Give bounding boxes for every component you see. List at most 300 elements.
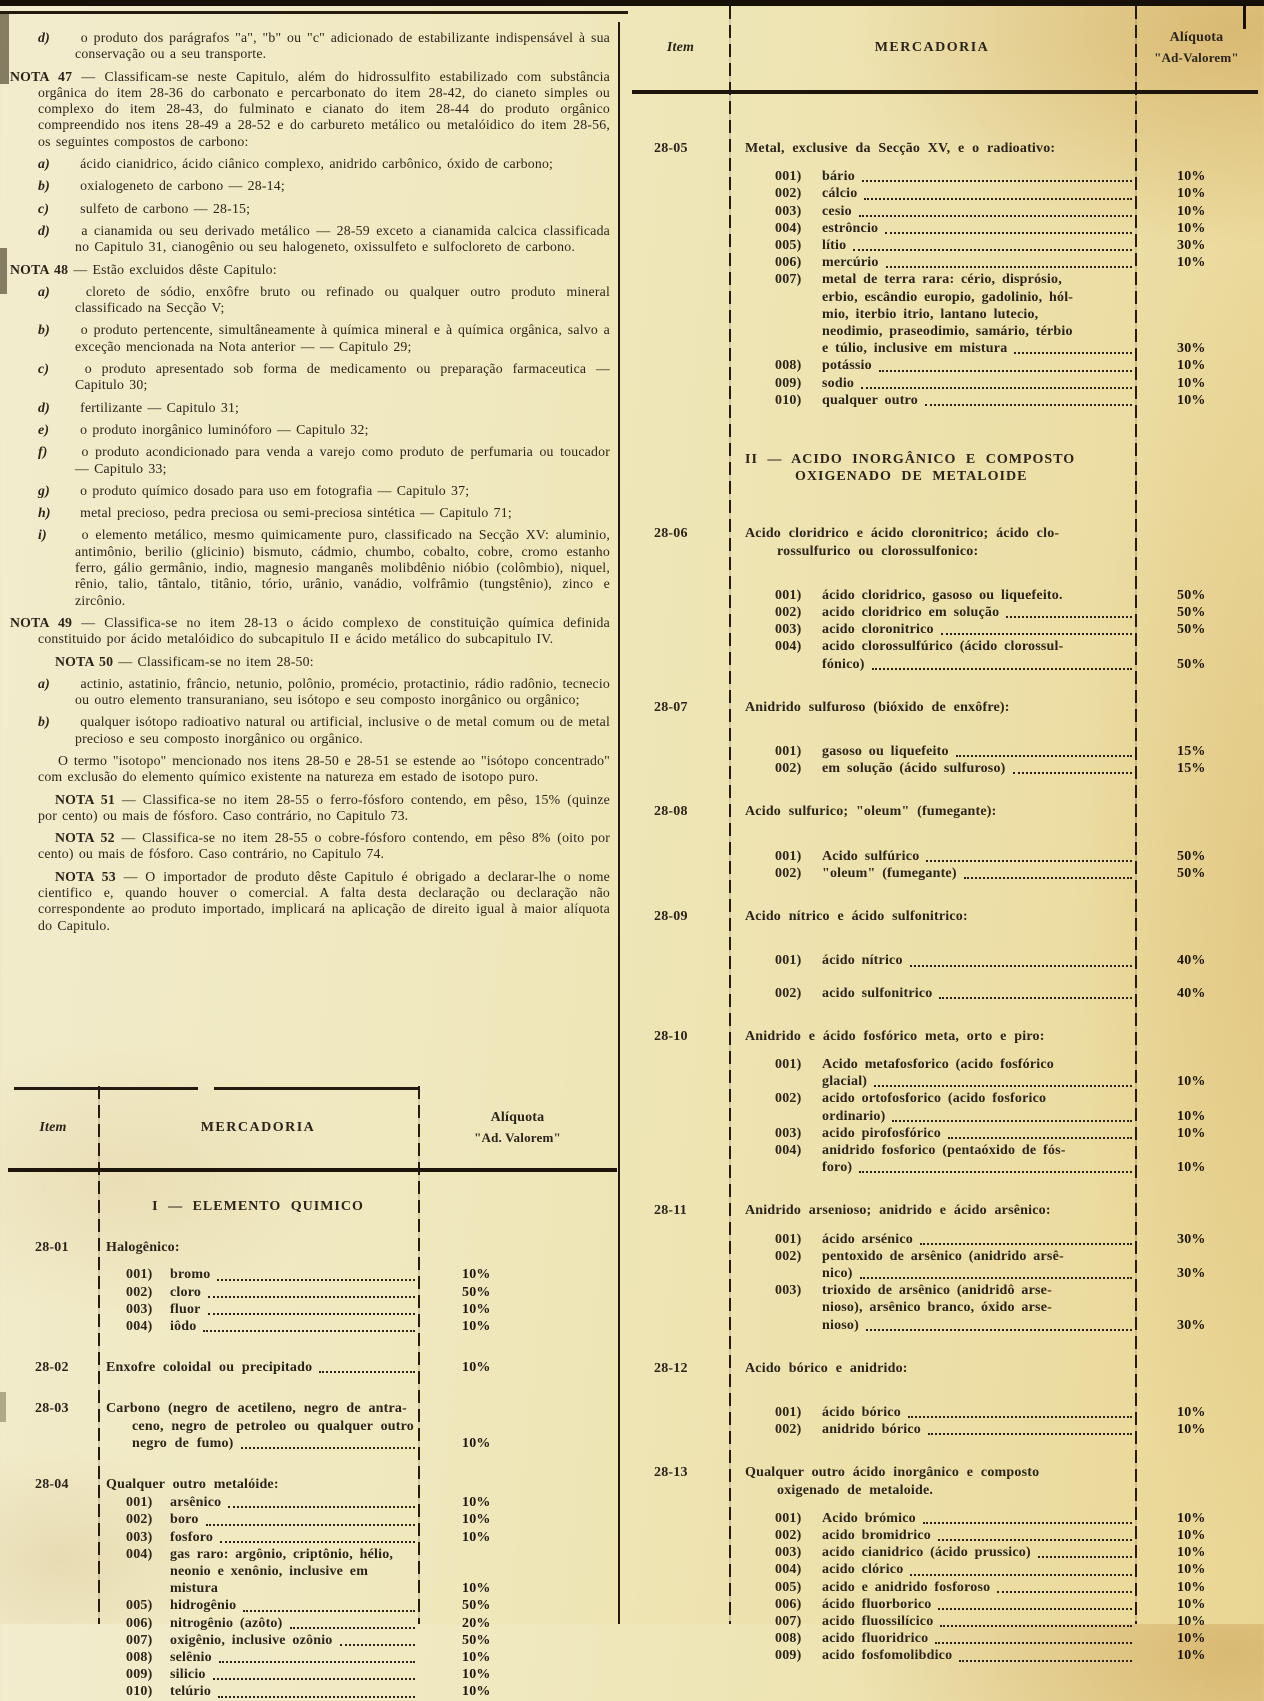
sub-item-line	[729, 168, 1135, 185]
sub-item-line	[98, 1666, 418, 1683]
sub-item-lines	[98, 1511, 418, 1528]
sub-item-text: cálcio	[822, 186, 858, 202]
dot-leader	[208, 1313, 415, 1315]
rate-value: 50%	[462, 1632, 491, 1648]
rate-value: 50%	[462, 1284, 491, 1300]
description-text: Anidrido e ácido fosfórico meta, orto e piro:	[745, 1028, 1045, 1044]
sub-item-text: acido fosfomolibdico	[822, 1648, 953, 1664]
right-tariff-table	[632, 6, 1258, 1664]
dot-leader	[938, 1608, 1132, 1610]
table-block	[8, 1359, 617, 1376]
dot-leader	[861, 387, 1132, 389]
sub-item-number: 003)	[126, 1301, 153, 1317]
sub-item-row	[632, 203, 1258, 220]
dot-leader	[925, 404, 1132, 406]
sub-item-lines	[729, 604, 1135, 621]
sub-item-lines	[98, 1494, 418, 1511]
dot-leader	[1038, 1556, 1132, 1558]
rate-value: 40%	[1177, 985, 1206, 1001]
rate-value: 10%	[1177, 1422, 1206, 1438]
sub-item-line	[729, 1404, 1135, 1421]
rate-value: 10%	[462, 1435, 491, 1451]
sub-item-description	[729, 1613, 1135, 1630]
rate-value: 10%	[1177, 392, 1206, 408]
rate-value: 50%	[1177, 865, 1206, 881]
sub-item-description	[98, 1301, 418, 1318]
sub-item-description	[729, 254, 1135, 271]
dot-leader	[892, 1120, 1132, 1122]
sub-item-rows	[632, 1056, 1258, 1176]
sub-item-row	[632, 1579, 1258, 1596]
sub-item-line	[729, 1510, 1135, 1527]
dot-leader	[1006, 616, 1132, 618]
item-description	[729, 1202, 1135, 1219]
sub-item-line	[98, 1529, 418, 1546]
sub-item-line	[729, 1647, 1135, 1664]
sub-item-number: 007)	[775, 272, 802, 288]
sub-item-text: anidrido bórico	[822, 1422, 921, 1438]
sub-item-number: 001)	[775, 587, 802, 603]
dot-leader	[340, 1644, 416, 1646]
sub-item-lines	[729, 985, 1135, 1002]
dot-leader	[864, 198, 1132, 200]
item-description	[98, 1239, 418, 1256]
note-label: i)	[38, 527, 47, 543]
sub-item-description	[729, 1231, 1135, 1248]
column-header-aliquota	[418, 1108, 617, 1148]
sub-item-lines	[729, 638, 1135, 672]
sub-item-description	[729, 237, 1135, 254]
rate-value: 10%	[1177, 1404, 1206, 1420]
sub-item-description	[729, 1142, 1135, 1176]
sub-item-lines	[729, 1647, 1135, 1664]
sub-item-lines	[729, 220, 1135, 237]
sub-item-row	[632, 1527, 1258, 1544]
note-label: NOTA 51	[55, 791, 115, 807]
sub-item-number: 002)	[775, 985, 802, 1001]
description-line	[729, 908, 1135, 925]
sub-item-line	[729, 848, 1135, 865]
sub-item-number: 002)	[775, 761, 802, 777]
dot-leader	[935, 1642, 1132, 1644]
sub-item-lines	[98, 1284, 418, 1301]
dot-leader	[928, 1433, 1132, 1435]
item-head-row	[8, 1359, 617, 1376]
sub-item-line	[729, 952, 1135, 969]
sub-item-text: acido cianidrico (ácido prussico)	[822, 1545, 1031, 1561]
sub-item-lines	[98, 1546, 418, 1598]
sub-item-lines	[98, 1649, 418, 1666]
column-divider-rule	[618, 22, 620, 1624]
description-line	[729, 803, 1135, 820]
sub-item-text: metal de terra rara: cério, disprósio,	[822, 272, 1062, 288]
note-label: d)	[38, 222, 50, 238]
sub-item-number: 005)	[126, 1598, 153, 1614]
sub-item-lines	[729, 392, 1135, 409]
rate-value: 15%	[1177, 744, 1206, 760]
sub-item-description	[729, 1056, 1135, 1090]
rate-value: 10%	[462, 1360, 491, 1376]
sub-item-row	[8, 1649, 617, 1666]
item-head-lines	[729, 1360, 1135, 1377]
sub-item-lines	[729, 1142, 1135, 1176]
sub-item-lines	[729, 168, 1135, 185]
dot-leader	[923, 1522, 1132, 1524]
note-paragraph: a) ácido cianidrico, ácido ciânico complexo, anidrido carbônico, óxido de carbono;	[38, 156, 554, 172]
sub-item-line	[729, 638, 1135, 655]
right-table-header	[632, 6, 1258, 94]
sub-item-lines	[729, 375, 1135, 392]
item-description	[729, 140, 1135, 157]
sub-item-lines	[729, 587, 1135, 604]
rate-value: 10%	[462, 1301, 491, 1317]
sub-item-line	[729, 656, 1135, 673]
description-line	[98, 1476, 418, 1493]
sub-item-description	[98, 1318, 418, 1335]
sub-item-number: 003)	[775, 1545, 802, 1561]
item-head-lines	[729, 140, 1135, 157]
note-label: NOTA 48	[10, 261, 69, 277]
sub-item-text: Acido brómico	[822, 1510, 916, 1526]
sub-item-line	[729, 289, 1135, 306]
item-code: 28-13	[654, 1465, 688, 1481]
item-code: 28-11	[654, 1203, 687, 1219]
sub-item-text: fosforo	[170, 1529, 214, 1545]
sub-item-description	[729, 1544, 1135, 1561]
item-code: 28-09	[654, 909, 688, 925]
sub-item-text: nioso)	[822, 1317, 859, 1333]
sub-item-rows	[8, 1494, 617, 1700]
sub-item-number: 002)	[775, 1527, 802, 1543]
item-head-lines	[98, 1239, 418, 1256]
item-head-row	[632, 1028, 1258, 1045]
description-text: negro de fumo)	[132, 1435, 234, 1451]
note-paragraph: a) cloreto de sódio, enxôfre bruto ou refinado ou qualquer outro produto mineral classificado na Secção V;	[38, 283, 610, 316]
dot-leader	[941, 633, 1132, 635]
sub-item-text: ácido arsénico	[822, 1231, 913, 1247]
item-code: 28-10	[654, 1028, 688, 1044]
sub-item-row	[632, 848, 1258, 865]
sub-item-line	[729, 254, 1135, 271]
sub-item-number: 010)	[126, 1684, 153, 1700]
sub-item-text: oxigênio, inclusive ozônio	[170, 1632, 333, 1648]
sub-item-description	[98, 1266, 418, 1283]
dot-leader	[859, 1171, 1132, 1173]
dot-leader	[217, 1279, 415, 1281]
sub-item-row	[8, 1683, 617, 1700]
note-paragraph: e) o produto inorgânico luminóforo — Capitulo 32;	[38, 421, 369, 437]
sub-item-number: 001)	[775, 169, 802, 185]
sub-item-number: 009)	[775, 1648, 802, 1664]
sub-item-number: 004)	[775, 1562, 802, 1578]
sub-item-row	[8, 1615, 617, 1632]
sub-item-line	[98, 1597, 418, 1614]
sub-item-text: acido cloridrico em solução	[822, 605, 1000, 621]
sub-item-text: acido clórico	[822, 1562, 904, 1578]
sub-item-text: ácido nítrico	[822, 953, 903, 969]
sub-item-line	[98, 1546, 418, 1563]
sub-item-number: 009)	[126, 1667, 153, 1683]
sub-item-lines	[729, 1544, 1135, 1561]
sub-item-text: em solução (ácido sulfuroso)	[822, 761, 1006, 777]
sub-item-text: acido e anidrido fosforoso	[822, 1579, 991, 1595]
sub-item-row	[8, 1284, 617, 1301]
sub-item-number: 005)	[775, 238, 802, 254]
rate-value: 10%	[462, 1495, 491, 1511]
sub-item-row	[632, 1561, 1258, 1578]
rate-value: 10%	[1177, 1510, 1206, 1526]
item-head-row	[632, 1202, 1258, 1219]
sub-item-description	[98, 1284, 418, 1301]
dot-leader	[997, 1591, 1132, 1593]
table-block	[632, 1202, 1258, 1333]
item-description	[729, 803, 1135, 820]
sub-item-text: "oleum" (fumegante)	[822, 865, 957, 881]
item-head-lines	[729, 908, 1135, 925]
sub-item-row	[632, 237, 1258, 254]
dot-leader	[964, 877, 1132, 879]
rate-value: 10%	[1177, 1631, 1206, 1647]
rate-value: 50%	[1177, 587, 1206, 603]
sub-item-description	[729, 743, 1135, 760]
sub-item-row	[632, 220, 1258, 237]
note-label: e)	[38, 421, 50, 437]
rate-value: 10%	[1177, 1596, 1206, 1612]
item-head-lines	[729, 525, 1135, 559]
sub-item-row	[632, 760, 1258, 777]
sub-item-line	[98, 1494, 418, 1511]
sub-item-number: 010)	[775, 392, 802, 408]
sub-item-description	[98, 1666, 418, 1683]
sub-item-lines	[729, 1579, 1135, 1596]
item-head-row	[8, 1239, 617, 1256]
sub-item-number: 002)	[775, 865, 802, 881]
table-block	[632, 1028, 1258, 1177]
description-line	[98, 1239, 418, 1256]
ad-valorem-label: "Ad-Valorem"	[1154, 50, 1239, 65]
note-paragraph: b) oxialogeneto de carbono — 28-14;	[38, 178, 285, 194]
sub-item-text: neonio e xenônio, inclusive em mistura	[170, 1564, 369, 1597]
dot-leader	[940, 1625, 1132, 1627]
sub-item-text: iôdo	[170, 1319, 197, 1335]
sub-item-line	[729, 1630, 1135, 1647]
sub-item-description	[729, 865, 1135, 882]
sub-item-text: gas raro: argônio, criptônio, hélio,	[170, 1546, 394, 1562]
dot-leader	[879, 370, 1132, 372]
dot-leader	[203, 1330, 415, 1332]
item-description	[98, 1476, 418, 1493]
section-heading-line: OXIGENADO DE METALOIDE	[795, 469, 1028, 485]
dot-leader	[859, 215, 1132, 217]
sub-item-line	[729, 271, 1135, 288]
sub-item-lines	[98, 1301, 418, 1318]
item-head-lines	[729, 699, 1135, 716]
sub-item-line	[729, 604, 1135, 621]
note-paragraph: b) qualquer isótopo radioativo natural ou artificial, inclusive o de metal comum ou de metal precioso e seu composto inorgânico ou orgânico.	[38, 714, 610, 746]
sub-item-description	[729, 1596, 1135, 1613]
description-line	[729, 1028, 1135, 1045]
scan-smudge	[0, 248, 7, 294]
sub-item-line	[98, 1632, 418, 1649]
sub-item-text: mio, iterbio itrio, lantano lutecio,	[822, 306, 1039, 322]
column-header-item: Item	[39, 1120, 67, 1136]
section-heading-line: I — ELEMENTO QUIMICO	[152, 1199, 364, 1214]
rate-value: 10%	[1177, 220, 1206, 236]
rate-value: 10%	[1177, 1125, 1206, 1141]
sub-item-number: 007)	[775, 1613, 802, 1629]
sub-item-line	[98, 1318, 418, 1335]
note-paragraph: NOTA 52 — Classifica-se no item 28-55 o cobre-fósforo contendo, em pêso 8% (oito por cento) ou mais de fósforo. Caso contrário, no Capitulo 74.	[38, 830, 610, 862]
item-description	[729, 525, 1135, 559]
sub-item-rows	[8, 1266, 617, 1335]
note-label: h)	[38, 505, 51, 521]
item-head-row	[632, 140, 1258, 157]
sub-item-text: gasoso ou liquefeito	[822, 744, 949, 760]
sub-item-row	[632, 357, 1258, 374]
sub-item-row	[8, 1494, 617, 1511]
sub-item-line	[729, 220, 1135, 237]
sub-item-lines	[729, 1527, 1135, 1544]
description-text: Anidrido arsenioso; anidrido e ácido arsênico:	[745, 1203, 1051, 1219]
description-line	[729, 1464, 1135, 1481]
note-paragraph: f) o produto acondicionado para venda a varejo como produto de perfumaria ou toucador — Capitulo 33;	[38, 444, 610, 476]
sub-item-text: acido cloronitrico	[822, 622, 934, 638]
sub-item-line	[729, 587, 1135, 604]
table-block	[632, 699, 1258, 778]
dot-leader	[885, 232, 1132, 234]
note-paragraph: NOTA 47 — Classificam-se neste Capitulo, além do hidrossulfito estabilizado com substância orgânica do item 28-36 do carbonato e percarbonato do item 28-42, do cianeto simples ou complexo do item 28-43, do fulminato e cianato do item 28-44 do produto orgânico compreendido nos itens 28-49 a 28-52 e do carbureto metálico ou metalóidico do item 28-56, os seguintes compostos de carbono:	[10, 68, 610, 149]
sub-item-rows	[632, 1231, 1258, 1334]
rate-value: 10%	[462, 1319, 491, 1335]
item-description	[729, 699, 1135, 716]
note-paragraph: NOTA 53 — O importador de produto dêste Capitulo é obrigado a declarar-lhe o nome cientifico e, quando houver o comercial. A falta desta declaração ou declaração não correspondente ao produto importado, implicará na aplicação de direito igual à maior alíquota do Capitulo.	[38, 868, 610, 933]
sub-item-description	[729, 587, 1135, 604]
rate-value: 10%	[1177, 203, 1206, 219]
sub-item-description	[729, 1561, 1135, 1578]
sub-item-row	[632, 375, 1258, 392]
sub-item-number: 004)	[126, 1319, 153, 1335]
sub-item-number: 003)	[775, 1125, 802, 1141]
sub-item-text: hidrogênio	[170, 1598, 237, 1614]
sub-item-description	[729, 1630, 1135, 1647]
sub-item-lines	[729, 621, 1135, 638]
table-block	[8, 1400, 617, 1452]
sub-item-row	[632, 1248, 1258, 1282]
sub-item-rows	[632, 1404, 1258, 1438]
dot-leader	[959, 1660, 1132, 1662]
rate-value: 10%	[1177, 1562, 1206, 1578]
description-text: ceno, negro de petroleo ou qualquer outro	[132, 1418, 415, 1434]
sub-item-row	[632, 1647, 1258, 1664]
sub-item-text: lítio	[822, 238, 847, 254]
sub-item-number: 001)	[775, 953, 802, 969]
note-paragraph: d) o produto dos parágrafos "a", "b" ou "c" adicionado de estabilizante indispensável à sua conservação ou a seu transporte.	[38, 30, 610, 62]
sub-item-number: 001)	[775, 1510, 802, 1526]
sub-item-text: acido fluossilícico	[822, 1613, 934, 1629]
note-label: f)	[38, 444, 48, 460]
column-header-item: Item	[666, 40, 695, 56]
sub-item-rows	[632, 587, 1258, 673]
sub-item-lines	[729, 1510, 1135, 1527]
sub-item-line	[729, 1265, 1135, 1282]
sub-item-number: 006)	[775, 255, 802, 271]
sub-item-description	[729, 375, 1135, 392]
sub-item-description	[729, 1579, 1135, 1596]
dot-leader	[874, 1085, 1132, 1087]
sub-item-text: Acido sulfúrico	[822, 848, 920, 864]
sub-item-lines	[729, 1248, 1135, 1282]
sub-item-row	[632, 1421, 1258, 1438]
sub-item-line	[729, 1142, 1135, 1159]
item-head-row	[8, 1400, 617, 1452]
rate-value: 10%	[1177, 1108, 1206, 1124]
sub-item-text: erbio, escândio europio, gadolinio, hól-	[822, 289, 1074, 305]
sub-item-description	[729, 1510, 1135, 1527]
sub-item-number: 006)	[126, 1615, 153, 1631]
item-description	[729, 1360, 1135, 1377]
note-paragraph: c) o produto apresentado sob forma de medicamento ou preparação farmaceutica — Capitulo 30;	[38, 361, 610, 393]
note-paragraph: h) metal precioso, pedra preciosa ou semi-preciosa sintética — Capitulo 71;	[38, 505, 512, 521]
note-label: a)	[38, 156, 50, 172]
dot-leader	[243, 1610, 415, 1612]
rate-value: 10%	[1177, 186, 1206, 202]
sub-item-number: 006)	[775, 1596, 802, 1612]
sub-item-text: boro	[170, 1512, 199, 1528]
sub-item-rows	[632, 1510, 1258, 1665]
rate-value: 50%	[1177, 622, 1206, 638]
sub-item-description	[729, 760, 1135, 777]
sub-item-lines	[98, 1318, 418, 1335]
rate-value: 10%	[1177, 375, 1206, 391]
table-block	[632, 140, 1258, 409]
dot-leader	[1014, 352, 1132, 354]
note-paragraph: d) fertilizante — Capitulo 31;	[38, 399, 240, 415]
item-description	[98, 1400, 418, 1452]
sub-item-row	[8, 1597, 617, 1614]
sub-item-text: acido ortofosforico (acido fosforico	[822, 1091, 1047, 1107]
sub-item-number: 002)	[775, 605, 802, 621]
sub-item-lines	[98, 1266, 418, 1283]
item-description	[729, 908, 1135, 925]
rate-value: 10%	[1177, 358, 1206, 374]
sub-item-description	[98, 1649, 418, 1666]
rate-value: 10%	[1177, 1613, 1206, 1629]
rate-value: 20%	[462, 1615, 491, 1631]
rate-value: 30%	[1177, 1265, 1206, 1281]
sub-item-description	[98, 1529, 418, 1546]
sub-item-row	[632, 185, 1258, 202]
sub-item-number: 004)	[775, 220, 802, 236]
sub-item-number: 004)	[775, 1142, 802, 1158]
dot-leader	[908, 1416, 1132, 1418]
sub-item-description	[729, 604, 1135, 621]
sub-item-line	[729, 865, 1135, 882]
sub-item-text: estrôncio	[822, 220, 879, 236]
item-head-lines	[98, 1400, 418, 1452]
sub-item-text: bromo	[170, 1267, 211, 1283]
sub-item-line	[729, 1579, 1135, 1596]
sub-item-number: 002)	[775, 1422, 802, 1438]
aliquota-label: Alíquota	[1169, 30, 1224, 45]
sub-item-lines	[729, 1561, 1135, 1578]
sub-item-text: neodimio, praseodimio, samário, térbio	[822, 324, 1073, 340]
left-table-header	[8, 1088, 617, 1172]
sub-item-row	[8, 1546, 617, 1598]
sub-item-description	[729, 1090, 1135, 1124]
description-text: Metal, exclusive da Secção XV, e o radioativo:	[745, 141, 1056, 156]
sub-item-text: glacial)	[822, 1074, 868, 1090]
sub-item-lines	[98, 1597, 418, 1614]
